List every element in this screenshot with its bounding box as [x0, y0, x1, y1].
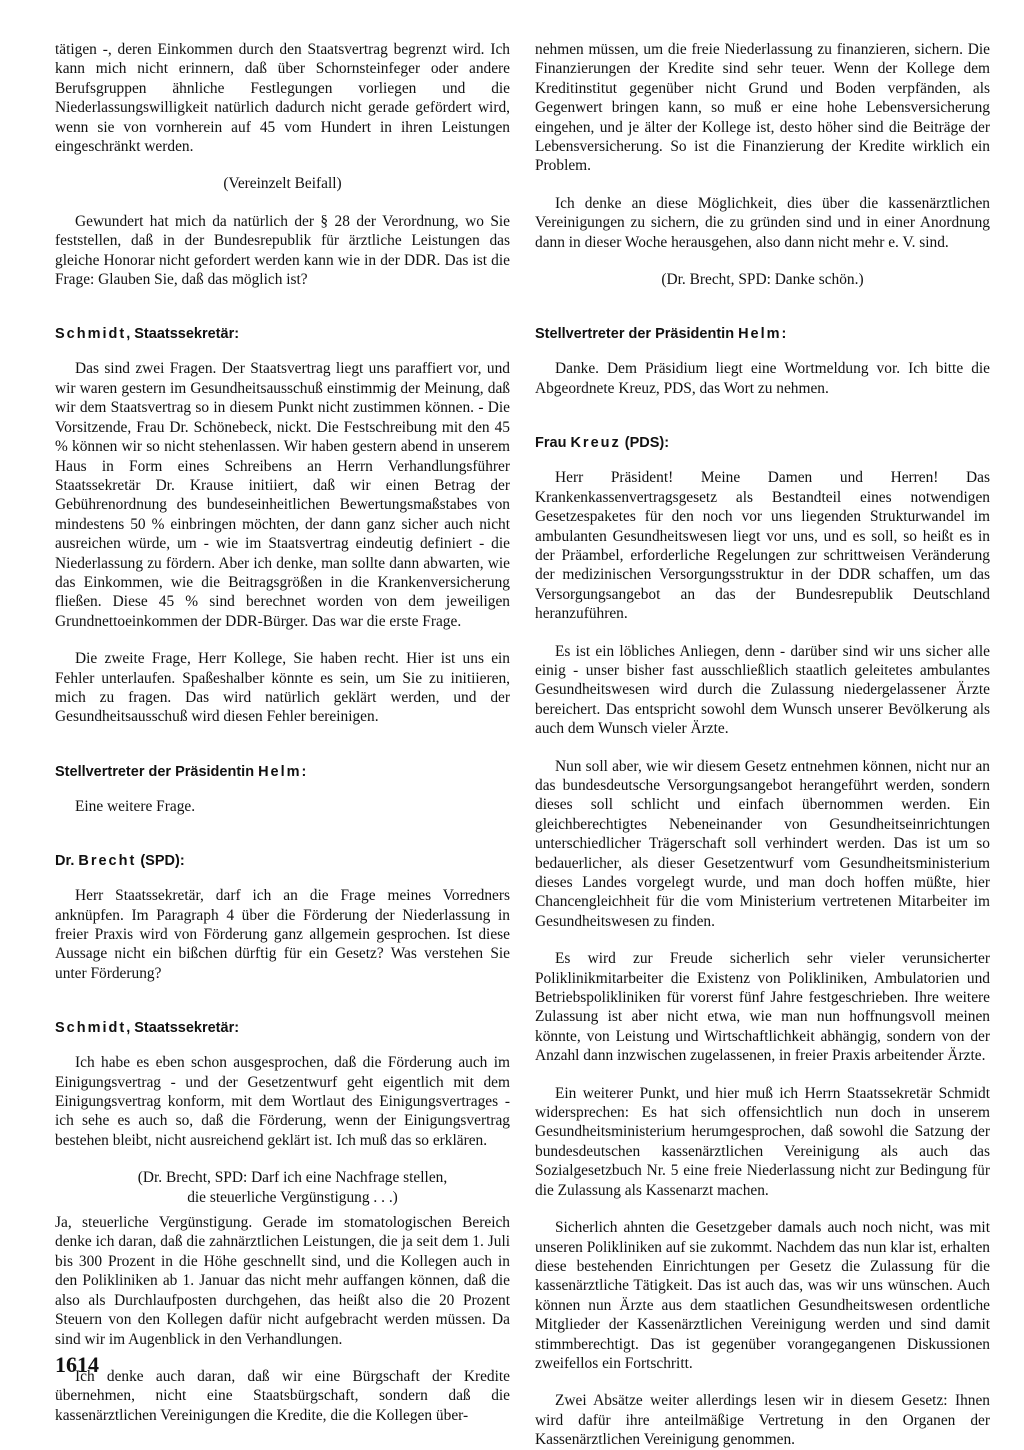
- paragraph: Das sind zwei Fragen. Der Staatsvertrag liegt uns paraffiert vor, und wir waren gestern im Gesundheitsausschuß einstimmig der Meinung, daß wir dem Staatsvertrag so in diesem Punkt nicht zustimmen können. - Die Vorsitzende, Frau Dr. Schönebeck, nickt. Die Festschreibung mit den 45 % können wir so nicht stehenlassen. Wir haben gestern abend in unserem Haus in Form eines Schreibens an Herrn Verhandlungsführer Staatssekretär Dr. Krause initiiert, daß wir einen Betrag der Gebührenordnung des bundeseinheitlichen Bewertungsmaßstabes von mindestens 50 % einbringen möchten, der dann ganz sicher auch nicht ausreichen würde, um - wie im Staatsvertrag eindeutig definiert - die Niederlassung zu fördern. Aber ich denke, man sollte dann abwarten, wie das Einkommen, wie die Beitragsgrößen in die Krankenversicherung fließen. Diese 45 % sind berechnet worden von dem jeweiligen Grundnettoeinkommen der DDR-Bürger. Das war die erste Frage.: [55, 360, 510, 630]
- speaker-heading: [535, 434, 990, 452]
- speaker-prefix: Stellvertreter der Präsidentin: [55, 763, 259, 780]
- speaker-role: , Staatssekretär:: [126, 1020, 240, 1037]
- paragraph: Sicherlich ahnten die Gesetzgeber damals auch noch nicht, was mit unseren Polikliniken auf sie zukommt. Nachdem das nun klar ist, erhalten diese bestehenden Einrichtungen per Gesetz die Zulassung für die kassenärztliche Tätigkeit. Das ist auch das, was wir uns wünschen. Auch können nun Ärzte aus dem staatlichen Gesundheitswesen ordentliche Mitglieder der Kassenärztlichen Vereinigung werden und sind damit stimmberechtigt. Das ist gegenüber vorangegangenen Diskussionen zweifellos ein Fortschritt.: [535, 1219, 990, 1372]
- interjection-line: (Dr. Brecht, SPD: Darf ich eine Nachfrage stellen,: [137, 1169, 448, 1187]
- speaker-role: , Staatssekretär:: [126, 326, 240, 343]
- paragraph: Eine weitere Frage.: [75, 797, 196, 815]
- speaker-name: Brecht: [78, 853, 137, 870]
- interjection: [55, 1168, 510, 1207]
- speaker-name: Schmidt: [55, 326, 127, 343]
- speaker-prefix: Stellvertreter der Präsidentin: [535, 326, 739, 343]
- speaker-heading: [55, 763, 510, 781]
- speaker-name: Helm: [738, 326, 782, 343]
- paragraph: Gewundert hat mich da natürlich der § 28 der Verordnung, wo Sie feststellen, daß in der Bundesrepublik für ärztliche Leistungen das gleiche Honorar nicht gefordert werden kann wie in der DDR. Das ist die Frage: Glauben Sie, daß das möglich ist?: [55, 212, 510, 289]
- speaker-name: Kreuz: [570, 435, 621, 452]
- paragraph: Ein weiterer Punkt, und hier muß ich Herrn Staatssekretär Schmidt widersprechen: Es hat sich offensichtlich nun doch in unserem Gesundheitsministerium herumgesprochen, daß sowohl die Satzung der bundesdeutschen kassenärztlichen Vereinigung als auch das Sozialgesetzbuch Nr. 5 eine freie Niederlassung nicht zur Bedingung für die Zulassung als Kassenarzt machen.: [535, 1084, 990, 1199]
- page-number: 1614: [55, 1352, 99, 1377]
- speaker-heading: [535, 325, 990, 343]
- paragraph: tätigen -, deren Einkommen durch den Staatsvertrag begrenzt wird. Ich kann mich nicht erinnern, daß über Schornsteinfeger oder andere Berufsgruppen ähnliche Festlegungen vorliegen und die Niederlassungswilligkeit natürlich dadurch nicht gerade gefördert wird, wenn sie von vornherein auf 45 vom Hundert in ihren Leistungen eingeschränkt werden.: [55, 41, 510, 156]
- paragraph: nehmen müssen, um die freie Niederlassung zu finanzieren, sichern. Die Finanzierungen der Kredite sind sehr teuer. Wenn der Kollege dem Kreditinstitut gegenüber nicht Grund und Boden verpfänden, als Gegenwert bringen kann, so muß er eine hohe Lebensversicherung eingehen, und je älter der Kollege ist, desto höher sind die Beiträge der Lebensversicherung. So ist die Finanzierung der Kredite wirklich ein Problem.: [535, 41, 990, 175]
- speaker-name: Helm: [258, 763, 302, 780]
- speaker-suffix: (PDS):: [620, 435, 670, 452]
- paragraph: Herr Präsident! Meine Damen und Herren! Das Krankenkassenvertragsgesetz als Bestandteil eines notwendigen Gesetzespaketes für den noch vor uns liegenden Strukturwandel im ambulanten Gesundheitswesen liegt vor uns, und es soll, so heißt es in der Präambel, erforderliche Regelungen zur schrittweisen Veränderung der medizinischen Versorgungsstruktur in der DDR schaffen, um das Versorgungsangebot an das der Bundesrepublik Deutschland heranzuführen.: [535, 469, 990, 623]
- right-column: [535, 40, 990, 1450]
- speaker-prefix: Frau: [535, 435, 571, 452]
- speaker-heading: [55, 1019, 510, 1037]
- paragraph: Ich denke an diese Möglichkeit, dies über die kassenärztlichen Vereinigungen zu sichern, die zu gründen sind und in einer Anordnung dann in dieser Woche herausgehen, also dann nicht mehr e. V. sind.: [535, 194, 990, 251]
- paragraph: Die zweite Frage, Herr Kollege, Sie haben recht. Hier ist uns ein Fehler unterlaufen. Spaßeshalber könnte es sein, um Sie zu initiieren, mich zu fragen. Das wird natürlich geklärt werden, und der Gesundheitsausschuß wird diesen Fehler bereinigen.: [55, 650, 510, 726]
- paragraph: Ich denke auch daran, daß wir eine Bürgschaft der Kredite übernehmen, nicht eine Staatsbürgschaft, sondern daß die kassenärztlichen Vereinigungen die Kredite, die die Kollegen über-: [55, 1367, 510, 1424]
- speaker-name: Schmidt: [55, 1020, 127, 1037]
- paragraph: Herr Staatssekretär, darf ich an die Frage meines Vorredners anknüpfen. Im Paragraph 4 über die Förderung der Niederlassung in freier Praxis wird von Förderung ganz allgemein gesprochen. Ist diese Aussage nicht ein bißchen dürftig für ein Gesetz? Was verstehen Sie unter Förderung?: [55, 887, 510, 982]
- paragraph: Danke. Dem Präsidium liegt eine Wortmeldung vor. Ich bitte die Abgeordnete Kreuz, PDS, das Wort zu nehmen.: [535, 360, 990, 397]
- left-column: [55, 40, 510, 1425]
- paragraph: Zwei Absätze weiter allerdings lesen wir in diesem Gesetz: Ihnen wird dafür ihre anteilmäßige Vertretung in den Organen der Kassenärztlichen Vereinigung genommen.: [535, 1392, 990, 1449]
- speaker-prefix: Dr.: [55, 853, 79, 870]
- interjection-line: die steuerliche Vergünstigung . . .): [187, 1188, 398, 1206]
- speaker-suffix: :: [301, 763, 307, 780]
- paragraph: Ja, steuerliche Vergünstigung. Gerade im stomatologischen Bereich denke ich daran, daß die zahnärztlichen Leistungen, die ja seit dem 1. Juli bis 300 Prozent in die Höhe geschnellt sind, und die Kollegen auch in den Polikliniken ab 1. Januar das nicht mehr auffangen können, daß die also als Durchlaufposten durchgehen, das heißt also die 20 Prozent Steuern von den Kollegen dafür nicht aufgebracht werden müssen. Da sind wir im Augenblick in den Verhandlungen.: [55, 1214, 510, 1348]
- speaker-heading: [55, 852, 510, 870]
- paragraph: Nun soll aber, wie wir diesem Gesetz entnehmen können, nicht nur an das bundesdeutsche Versorgungsangebot herangeführt werden, sondern dieses soll schlicht und einfach übernommen werden. Ein gleichberechtigtes Nebeneinander von Gesundheitseinrichtungen unterschiedlicher Trägerschaft soll verhindert werden. Das ist um so bedauerlicher, als dieser Gesetzentwurf vom Gesundheitsministerium dieses Landes vorgelegt wurde, und man doch hoffen müßte, hier Chancengleichheit für die vom Ministerium vertretenen Mitarbeiter im Gesundheitswesen zu finden.: [535, 757, 990, 930]
- interjection: (Vereinzelt Beifall): [223, 175, 342, 193]
- speaker-suffix: :: [781, 326, 787, 343]
- speaker-heading: [55, 325, 510, 343]
- speaker-suffix: (SPD):: [136, 853, 185, 870]
- interjection: (Dr. Brecht, SPD: Danke schön.): [661, 271, 864, 289]
- paragraph: Ich habe es eben schon ausgesprochen, daß die Förderung auch im Einigungsvertrag - und der Gesetzentwurf geht eigentlich mit dem Einigungsvertrag konform, mit dem Wortlaut des Einigungsvertrages - ich sehe es auch so, daß die Förderung, wenn der Einigungsvertrag bestehen bleibt, nicht ausreichend geklärt ist. Ich muß das so erklären.: [55, 1054, 510, 1149]
- paragraph: Es wird zur Freude sicherlich sehr vieler verunsicherter Poliklinikmitarbeiter die Existenz von Polikliniken, Ambulatorien und Betriebspolikliniken für vorerst fünf Jahre festgeschrieben. Ihre weitere Zulassung ist aber nicht etwa, wie man nun hoffnungsvoll meinen könnte, von Leistung und Wirtschaftlichkeit abhängig, sondern von der Anzahl dann inzwischen zugelassenen, in freier Praxis arbeitender Ärzte.: [535, 950, 990, 1065]
- paragraph: Es ist ein löbliches Anliegen, denn - darüber sind wir uns sicher alle einig - unser bisher fast ausschließlich staatlich geleitetes ambulantes Gesundheitswesen wird durch die Zulassung niedergelassener Ärzte bereichert. Das entspricht sowohl dem Wunsch unserer Bevölkerung als auch dem Wunsch vieler Ärzte.: [535, 642, 990, 738]
